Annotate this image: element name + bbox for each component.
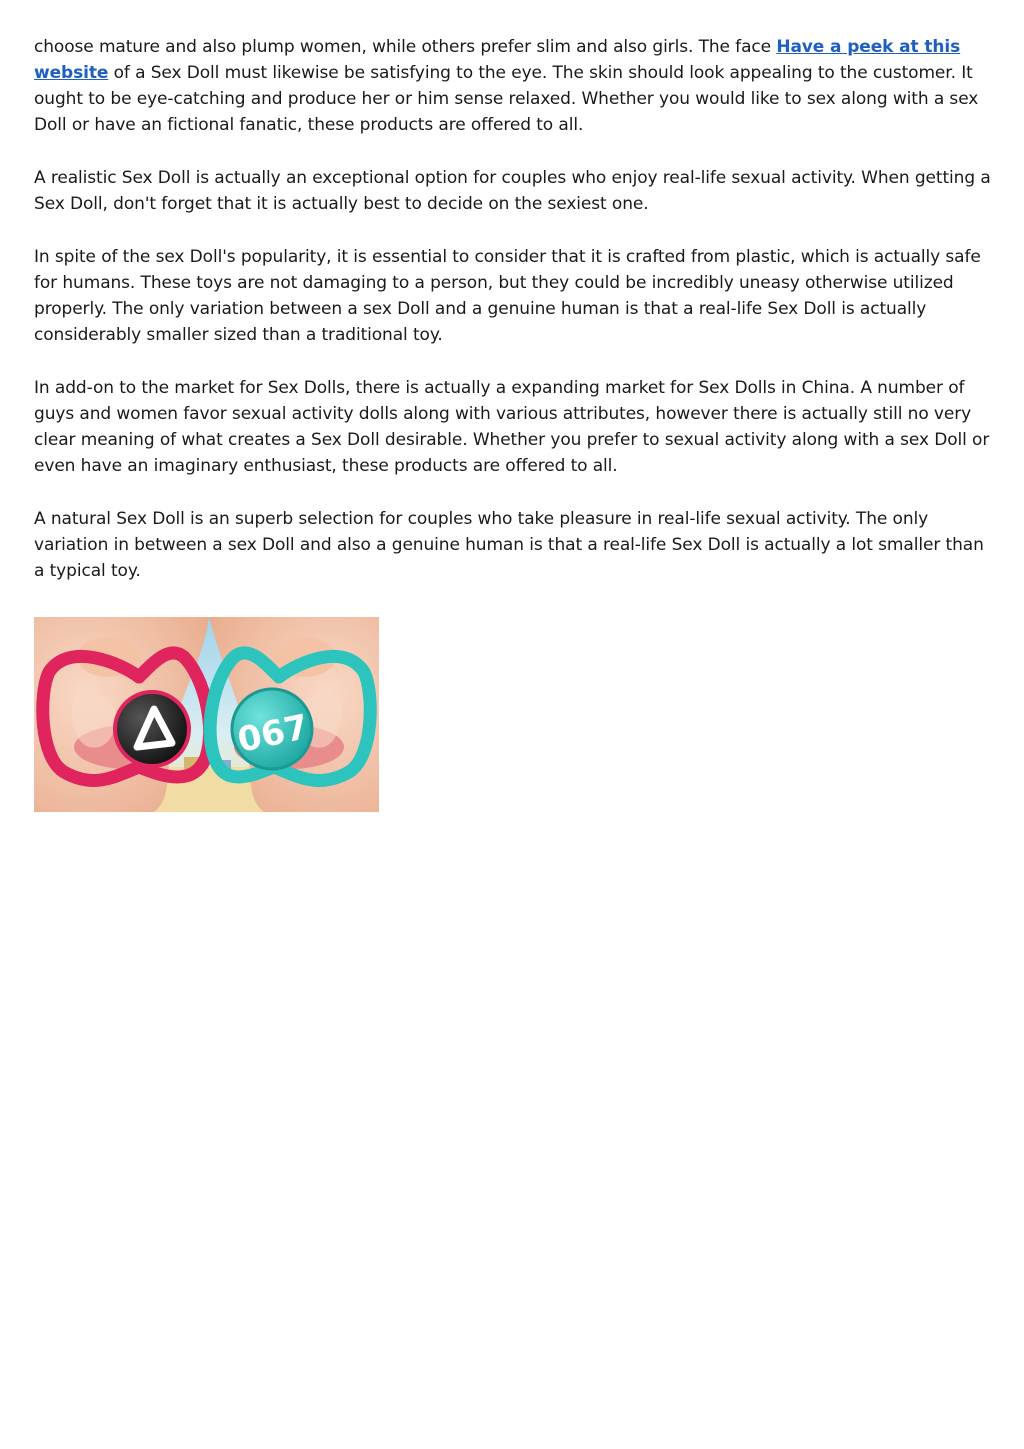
paragraph-1	[34, 34, 992, 138]
article-body	[34, 34, 992, 611]
article-image	[34, 617, 379, 812]
black-pacifier-button	[115, 692, 189, 766]
pacifier-number: 067	[234, 706, 312, 761]
paragraph-4: In add-on to the market for Sex Dolls, there is actually a expanding market for Sex Dolls in China. A number of guys and women favor sexual activity dolls along with various attributes, however there is actually still no very clear meaning of what creates a Sex Doll desirable. Whether you prefer to sexual activity along with a sex Doll or even have an imaginary enthusiast, these products are offered to all.	[34, 378, 990, 476]
paragraph-1-text-start: choose mature and also plump women, while others prefer slim and also girls. The face	[34, 37, 777, 57]
paragraph-2: A realistic Sex Doll is actually an exceptional option for couples who enjoy real-life sexual activity. When getting a Sex Doll, don't forget that it is actually best to decide on the sexiest one.	[34, 168, 991, 214]
paragraph-3: In spite of the sex Doll's popularity, it is essential to consider that it is crafted from plastic, which is actually safe for humans. These toys are not damaging to a person, but they could be incredibly uneasy otherwise utilized properly. The only variation between a sex Doll and a genuine human is that a real-life Sex Doll is actually considerably smaller sized than a traditional toy.	[34, 247, 981, 345]
paragraph-1-text-end: of a Sex Doll must likewise be satisfying to the eye. The skin should look appealing to the customer. It ought to be eye-catching and produce her or him sense relaxed. Whether you would like to sex along with a sex Doll or have an fictional fanatic, these products are offered to all.	[34, 63, 979, 135]
pacifier-illustration	[34, 617, 379, 812]
have-a-peek-link[interactable]: Have a peek at this website	[34, 37, 961, 83]
paragraph-5: A natural Sex Doll is an superb selection for couples who take pleasure in real-life sexual activity. The only variation in between a sex Doll and also a genuine human is that a real-life Sex Doll is actually a lot smaller than a typical toy.	[34, 509, 984, 581]
